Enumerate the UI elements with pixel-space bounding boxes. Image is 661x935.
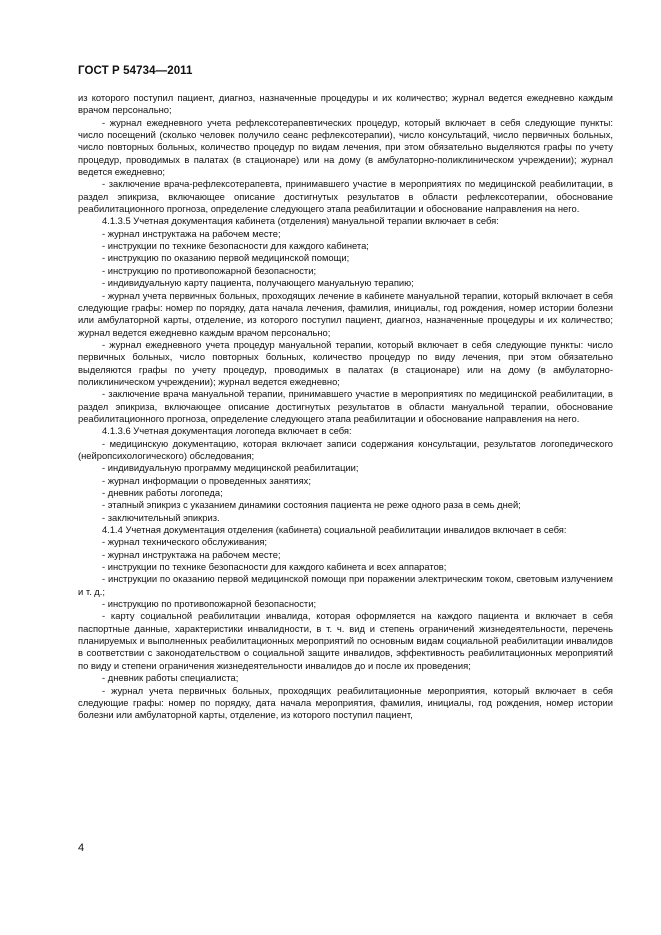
paragraph: - карту социальной реабилитации инвалида, которая оформляется на каждого пациента и включает в себя паспортные данные, характеристики инвалидности, в т. ч. вид и степень ограничений жизнедеятельности, перечень планируемых и выполненных реабилитационных мероприятий по основным видам социальной реабилитации инвалидов в соответствии с законодательством о социальной защите инвалидов, эффективность реабилитационных мероприятий по виду и степени ограничения жизнедеятельности инвалидов до и после их проведения; xyxy=(78,610,613,671)
paragraph: - журнал инструктажа на рабочем месте; xyxy=(102,227,281,239)
paragraph: - журнал ежедневного учета рефлексотерапевтических процедур, который включает в себя следующие пункты: число посещений (сколько человек получило сеанс рефлексотерапии), число консультаций, число первичных больных, число повторных больных, количество процедур по видам лечения, при этом обязательно выделяются графы по учету процедур, проводимых в палатах (в стационаре) или на дому (в амбулаторно-поликлиническом учреждении); журнал ведется ежедневно; xyxy=(78,116,613,178)
paragraph: - индивидуальную карту пациента, получающего мануальную терапию; xyxy=(102,277,414,289)
paragraph: - медицинскую документацию, которая включает записи содержания консультации, результатов логопедического (нейропсихологического) обследования; xyxy=(78,437,613,461)
paragraph: - инструкцию по оказанию первой медицинской помощи; xyxy=(102,252,350,264)
paragraph: - журнал инструктажа на рабочем месте; xyxy=(102,548,281,560)
document-body xyxy=(78,92,613,722)
document-header: ГОСТ Р 54734—2011 xyxy=(78,65,193,77)
paragraph: 4.1.4 Учетная документация отделения (кабинета) социальной реабилитации инвалидов включает в себя: xyxy=(102,524,567,536)
paragraph: - журнал технического обслуживания; xyxy=(102,536,268,548)
paragraph: - журнал ежедневного учета процедур мануальной терапии, который включает в себя следующие пункты: число первичных больных, число повторных больных, количество процедур по виду лечения, при этом обязательно выделяются графы по учету процедур, проводимых в палатах (в стационаре) или на дому (в амбулаторно-поликлиническом учреждении); журнал ведется ежедневно; xyxy=(78,338,613,387)
paragraph: - инструкцию по противопожарной безопасности; xyxy=(102,264,317,276)
paragraph: - этапный эпикриз с указанием динамики состояния пациента не реже одного раза в семь дней; xyxy=(102,499,521,511)
paragraph: - инструкции по технике безопасности для каждого кабинета; xyxy=(102,240,369,252)
paragraph: - журнал информации о проведенных занятиях; xyxy=(102,474,311,486)
paragraph: - заключение врача-рефлексотерапевта, принимавшего участие в мероприятиях по медицинской реабилитации, в раздел эпикриза, включающее описание достигнутых результатов в области рефлексотерапии, обоснование реабилитационного прогноза, определение следующего этапа реабилитации и обоснование направления на него. xyxy=(78,178,613,215)
paragraph: 4.1.3.6 Учетная документация логопеда включает в себя: xyxy=(102,425,352,437)
page-number: 4 xyxy=(78,842,85,854)
paragraph: - журнал учета первичных больных, проходящих реабилитационные мероприятия, который включает в себя следующие графы: номер по порядку, дата начала мероприятия, фамилия, инициалы, год рождения, номер истории болезни или амбулаторной карты, отделение, из которого поступил пациент, xyxy=(78,684,613,721)
paragraph: - индивидуальную программу медицинской реабилитации; xyxy=(102,462,359,474)
paragraph: - инструкцию по противопожарной безопасности; xyxy=(102,598,317,610)
paragraph: - заключительный эпикриз. xyxy=(102,511,220,523)
paragraph: из которого поступил пациент, диагноз, назначенные процедуры и их количество; журнал ведется ежедневно каждым врачом персонально; xyxy=(78,92,613,116)
paragraph: - дневник работы специалиста; xyxy=(102,672,239,684)
paragraph: - журнал учета первичных больных, проходящих лечение в кабинете мануальной терапии, который включает в себя следующие графы: номер по порядку, дата начала лечения, фамилия, инициалы, год рождения, номер истории болезни или амбулаторной карты, отделение, из которого поступил пациент, диагноз, назначенные процедуры и их количество; журнал ведется ежедневно каждым врачом персонально; xyxy=(78,289,613,338)
paragraph: - дневник работы логопеда; xyxy=(102,487,223,498)
paragraph: 4.1.3.5 Учетная документация кабинета (отделения) мануальной терапии включает в себя: xyxy=(102,215,499,227)
paragraph: - заключение врача мануальной терапии, принимавшего участие в мероприятиях по медицинской реабилитации, в раздел эпикриза, включающее описание достигнутых результатов в области мануальной терапии, обоснование реабилитационного прогноза, определение следующего этапа реабилитации и обоснование направления на него. xyxy=(78,388,613,424)
paragraph: - инструкции по технике безопасности для каждого кабинета и всех аппаратов; xyxy=(102,561,447,573)
paragraph: - инструкции по оказанию первой медицинской помощи при поражении электрическим током, световым излучением и т. д.; xyxy=(78,573,613,597)
